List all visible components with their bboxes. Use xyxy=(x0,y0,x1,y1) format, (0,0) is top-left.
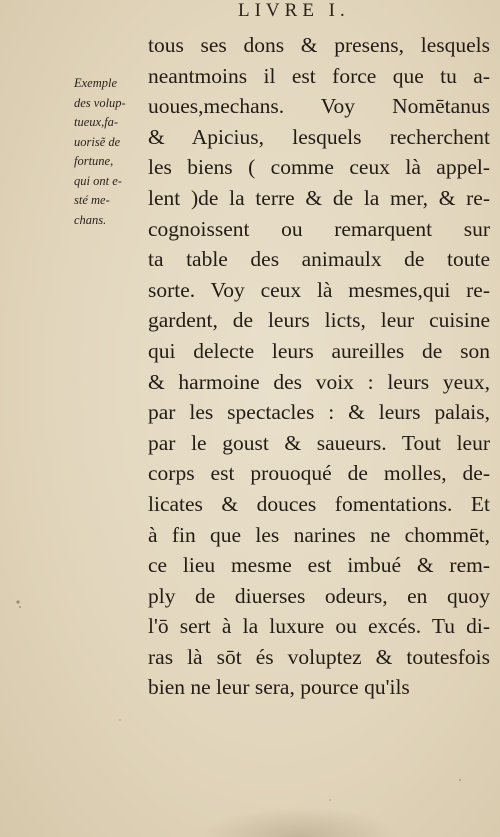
margin-note-line: uorisẽ de xyxy=(74,134,121,149)
text-line: & harmoine des voix : leurs yeux, xyxy=(148,369,490,394)
text-line: bien ne leur sera, pource qu'ils xyxy=(148,675,410,700)
text-line: lent )de la terre & de la mer, & re- xyxy=(148,185,490,210)
text-line: à fin que les narines ne chommēt, xyxy=(148,522,490,547)
text-line: par les spectacles : & leurs palais, xyxy=(148,400,490,425)
margin-note-line: sté me- xyxy=(74,193,110,207)
text-line: ras là sōt és voluptez & toutesfois xyxy=(148,644,490,669)
text-line: cognoissent ou remarquent sur xyxy=(148,216,490,241)
margin-note-line: chans. xyxy=(74,212,107,227)
text-line: l'ō sert à la luxure ou excés. Tu di- xyxy=(148,614,490,639)
margin-note-line: Exemple xyxy=(74,76,118,90)
body-text xyxy=(148,30,490,703)
text-line: uoues,mechans. Voy Nomētanus xyxy=(148,94,490,119)
text-line: sorte. Voy ceux là mesmes,qui re- xyxy=(148,277,490,302)
margin-note xyxy=(74,74,146,230)
text-line: gardent, de leurs licts, leur cuisine xyxy=(148,308,490,333)
text-line: & Apicius, lesquels recherchent xyxy=(148,124,490,149)
page-shadow xyxy=(200,807,400,837)
text-line: par le goust & saueurs. Tout leur xyxy=(148,430,490,455)
text-line: neantmoins il est force que tu a- xyxy=(148,63,490,88)
running-head: LIVRE I. xyxy=(238,0,350,21)
margin-note-line: des volup- xyxy=(74,95,126,110)
text-line: ta table des animaulx de toute xyxy=(148,247,490,272)
text-line: corps est prouoqué de molles, de- xyxy=(148,461,490,486)
text-line: tous ses dons & presens, lesquels xyxy=(148,33,490,57)
text-line: ply de diuerses odeurs, en quoy xyxy=(148,583,490,608)
margin-note-line: fortune, xyxy=(74,154,114,168)
text-line: licates & douces fomentations. Et xyxy=(148,491,490,516)
margin-note-line: tueux,fa- xyxy=(74,115,119,129)
margin-note-line: qui ont e- xyxy=(74,173,122,188)
text-line: qui delecte leurs aureilles de son xyxy=(148,338,490,363)
text-line: les biens ( comme ceux là appel- xyxy=(148,155,490,180)
text-line: ce lieu mesme est imbué & rem- xyxy=(148,553,490,578)
